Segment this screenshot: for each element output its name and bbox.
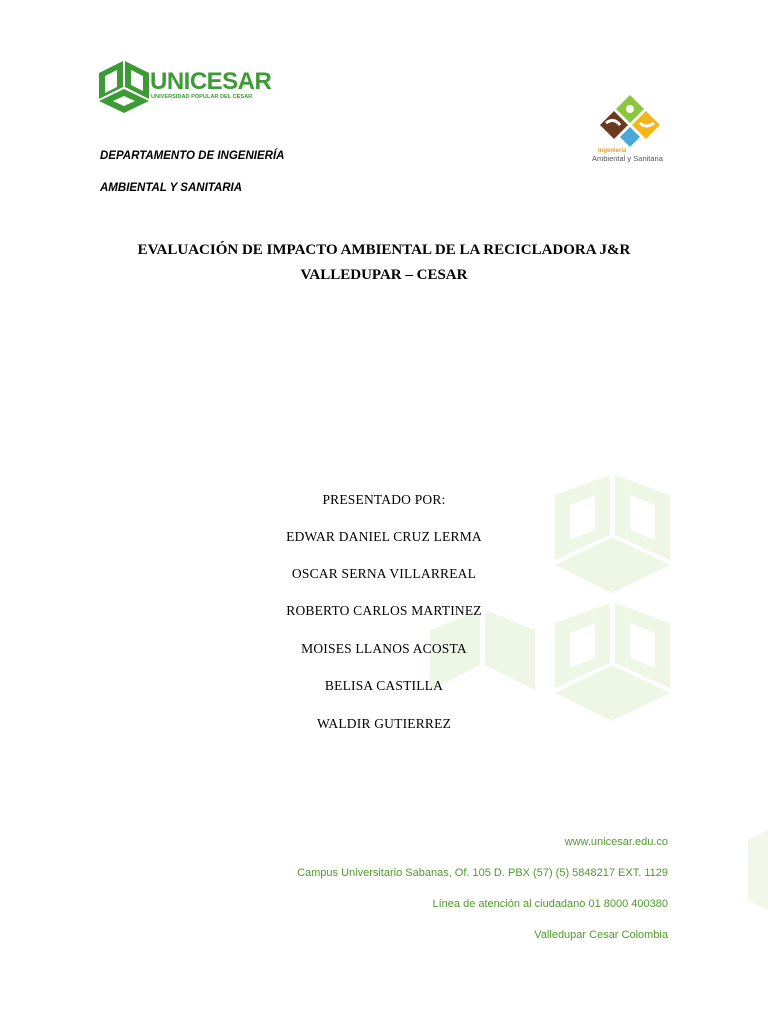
unicesar-logo-text: UNICESAR bbox=[150, 68, 272, 95]
program-logo bbox=[592, 93, 672, 167]
campus-address: Campus Universitario Sabanas, Of. 105 D. PBX (57) (5) 5848217 EXT. 1129 bbox=[297, 867, 668, 879]
presented-by-heading: PRESENTADO POR: bbox=[322, 492, 446, 507]
citizen-hotline: Línea de atención al ciudadano 01 8000 400380 bbox=[432, 898, 668, 910]
website-link[interactable]: www.unicesar.edu.co bbox=[564, 836, 668, 848]
program-emblem-icon bbox=[592, 93, 672, 149]
author-name: BELISA CASTILLA bbox=[324, 678, 444, 693]
unicesar-logo-subtitle: UNIVERSIDAD POPULAR DEL CESAR bbox=[151, 94, 253, 100]
edge-watermark-icon bbox=[738, 800, 768, 920]
city-country: Valledupar Cesar Colombia bbox=[534, 929, 668, 941]
department-line-1: DEPARTAMENTO DE INGENIERÍA bbox=[100, 150, 285, 162]
author-name: ROBERTO CARLOS MARTINEZ bbox=[286, 603, 482, 618]
document-title-line-1: EVALUACIÓN DE IMPACTO AMBIENTAL DE LA RECICLADORA J&R bbox=[137, 242, 631, 258]
document-title-line-2: VALLEDUPAR – CESAR bbox=[300, 267, 468, 283]
author-name: EDWAR DANIEL CRUZ LERMA bbox=[286, 529, 482, 544]
author-name: MOISES LLANOS ACOSTA bbox=[301, 641, 467, 656]
author-name: WALDIR GUTIERREZ bbox=[316, 716, 452, 731]
author-name: OSCAR SERNA VILLARREAL bbox=[291, 566, 477, 581]
program-logo-line1: Ingeniería bbox=[598, 148, 627, 154]
unicesar-logo bbox=[99, 61, 272, 113]
unicesar-emblem-icon bbox=[99, 61, 149, 113]
program-logo-line2: Ambiental y Sanitaria bbox=[592, 154, 663, 163]
department-line-2: AMBIENTAL Y SANITARIA bbox=[100, 182, 243, 194]
